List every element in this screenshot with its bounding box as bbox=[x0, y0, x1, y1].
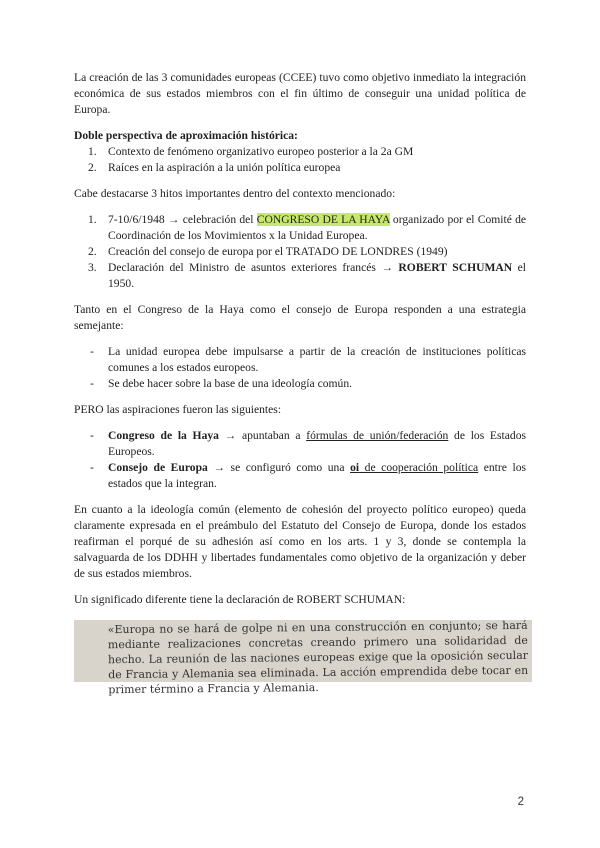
arrow-text: → apuntaban a bbox=[218, 429, 307, 442]
strategy-intro: Tanto en el Congreso de la Haya como el consejo de Europa responden a una estrategia semejante: bbox=[74, 303, 526, 332]
list-marker: 3. bbox=[88, 261, 97, 274]
hito-rest: organizado por el Comité de Coordinación de los Movimientos x la Unidad Europea. bbox=[108, 213, 527, 242]
strategy-list bbox=[74, 344, 526, 392]
post-text: de los Estados Europeos. bbox=[108, 429, 526, 458]
list-marker: - bbox=[90, 429, 94, 442]
schuman-intro: Un significado diferente tiene la declaración de ROBERT SCHUMAN: bbox=[74, 593, 406, 606]
list-item bbox=[74, 376, 526, 392]
ideology-paragraph: En cuanto a la ideología común (elemento de cohesión del proyecto político europeo) queda claramente expresada en el preámbulo del Estatuto del Consejo de Europa, donde los estados reafirman el porqué de su adhesión así como en los arts. 1 y 3, donde se contempla la salvaguarda de los DDHH y libertades fundamentales como objetivo de la organización y deber de sus estados miembros. bbox=[74, 503, 526, 580]
hitos-intro: Cabe destacarse 3 hitos importantes dentro del contexto mencionado: bbox=[74, 187, 396, 200]
aspirations-intro: PERO las aspiraciones fueron las siguientes: bbox=[74, 403, 282, 416]
bold-text: ROBERT SCHUMAN bbox=[398, 261, 513, 274]
list-item bbox=[74, 160, 526, 176]
bold-text: Consejo de Europa bbox=[108, 461, 208, 474]
page-number: 2 bbox=[517, 796, 524, 808]
hito-post: el 1950. bbox=[108, 261, 527, 290]
list-marker: - bbox=[90, 377, 94, 390]
list-item-text: La unidad europea debe impulsarse a partir de la creación de instituciones políticas comunes a los estados europeos. bbox=[108, 345, 526, 374]
aspirations-list bbox=[74, 428, 526, 492]
list-item bbox=[74, 244, 526, 260]
perspective-list bbox=[74, 144, 526, 176]
list-item bbox=[74, 428, 526, 460]
list-item-text: Contexto de fenómeno organizativo europeo posterior a la 2a GM bbox=[108, 145, 414, 158]
hito-date: 7-10/6/1948 → celebración del bbox=[108, 213, 257, 226]
quote-scan-image bbox=[74, 618, 532, 697]
underlined-text: fórmulas de unión/federación bbox=[306, 429, 449, 442]
list-marker: - bbox=[90, 461, 94, 474]
perspective-heading: Doble perspectiva de aproximación histórica: bbox=[74, 129, 298, 142]
list-item bbox=[74, 460, 526, 492]
hitos-list bbox=[74, 212, 526, 292]
list-item bbox=[74, 260, 526, 292]
post-text: entre los estados que la integran. bbox=[108, 461, 527, 490]
list-item bbox=[74, 212, 526, 244]
document-page bbox=[74, 70, 526, 618]
list-item bbox=[74, 144, 526, 160]
bold-text: Congreso de la Haya bbox=[108, 429, 219, 442]
list-item-text: Raíces en la aspiración a la unión política europea bbox=[108, 161, 341, 174]
list-item-text: Se debe hacer sobre la base de una ideología común. bbox=[108, 377, 353, 390]
highlighted-text: CONGRESO DE LA HAYA bbox=[256, 213, 390, 226]
schuman-quote: «Europa no se hará de golpe ni en una construcción en conjunto; se hará mediante realizaciones concretas creando primero una solidaridad de hecho. La reunión de las naciones europeas exige que la oposición secular de Francia y Alemania sea eliminada. La acción emprendida debe tocar en primer término a Francia y Alemania. bbox=[107, 618, 529, 697]
hito-pre: Declaración del Ministro de asuntos exteriores francés → bbox=[108, 261, 399, 274]
list-marker: 1. bbox=[88, 145, 97, 158]
list-item bbox=[74, 344, 526, 376]
arrow-text: → se configuró como una bbox=[207, 461, 351, 474]
underlined-bold-text: oi bbox=[350, 461, 360, 474]
list-marker: - bbox=[90, 345, 94, 358]
list-marker: 1. bbox=[88, 213, 97, 226]
list-marker: 2. bbox=[88, 161, 97, 174]
list-marker: 2. bbox=[88, 245, 97, 258]
underlined-text: de cooperación política bbox=[359, 461, 479, 474]
intro-paragraph: La creación de las 3 comunidades europeas (CCEE) tuvo como objetivo inmediato la integración económica de sus estados miembros con el fin último de conseguir una unidad política de Europa. bbox=[74, 71, 526, 116]
list-item-text: Creación del consejo de europa por el TRATADO DE LONDRES (1949) bbox=[108, 245, 448, 258]
